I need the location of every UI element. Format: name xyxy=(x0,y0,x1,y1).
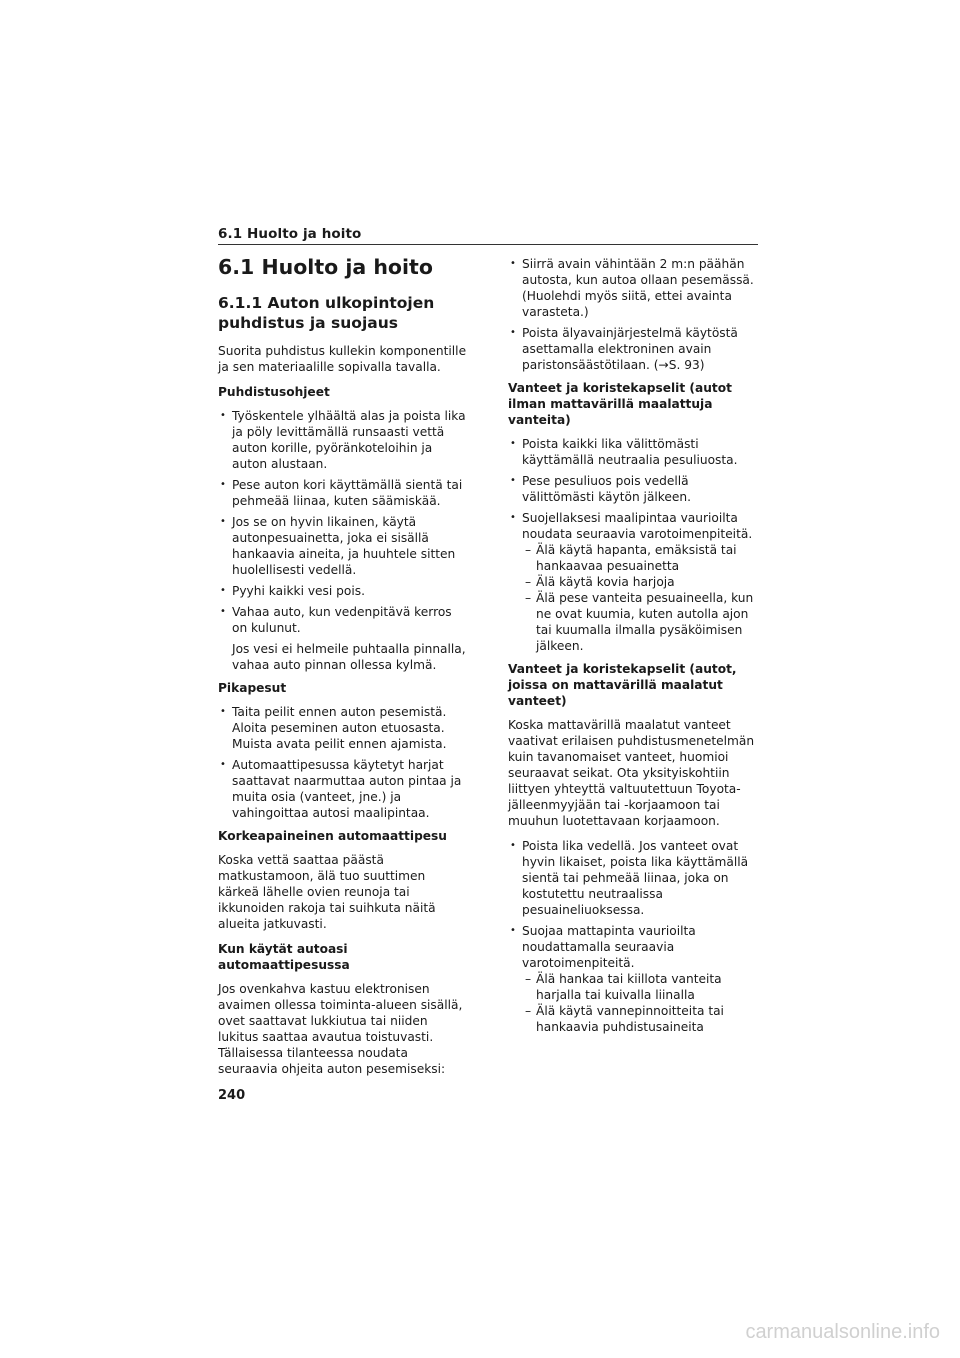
dash-item: – Älä käytä vannepinnoitteita tai hankaavia puhdistusaineita xyxy=(522,1003,760,1035)
list-item: • Työskentele ylhäältä alas ja poista lika ja pöly levittämällä runsaasti vettä auton korille, pyöränkoteloihin ja auton alustaan. xyxy=(218,408,468,472)
dash-list xyxy=(522,971,760,1035)
list-item-text: Suojellaksesi maalipintaa vaurioilta noudata seuraavia varotoimenpiteitä. xyxy=(522,511,753,541)
wheels-matte-list xyxy=(508,838,760,1035)
cleaning-list xyxy=(218,408,468,673)
dash-item: – Älä käytä hapanta, emäksistä tai hankaavaa pesuainetta xyxy=(522,542,760,574)
list-item xyxy=(508,510,760,654)
header-rule xyxy=(218,244,758,245)
chapter-title: 6.1 Huolto ja hoito xyxy=(218,255,433,279)
list-item: • Pese auton kori käyttämällä sientä tai pehmeää liinaa, kuten säämiskää. xyxy=(218,477,468,509)
running-header: 6.1 Huolto ja hoito xyxy=(218,226,362,242)
watermark: carmanualsonline.info xyxy=(745,1321,940,1343)
dash-item: – Älä hankaa tai kiillota vanteita harjalla tai kuivalla liinalla xyxy=(522,971,760,1003)
list-item: • Jos se on hyvin likainen, käytä autonpesuainetta, joka ei sisällä hankaavia aineita, ja huuhtele sitten huolellisesti vedellä. xyxy=(218,514,468,578)
list-item-text: Suojaa mattapinta vaurioilta noudattamalla seuraavia varotoimenpiteitä. xyxy=(522,924,696,970)
quick-wash-list xyxy=(218,704,468,821)
dash-list xyxy=(522,542,760,654)
key-list xyxy=(508,256,760,373)
dash-item: – Älä käytä kovia harjoja xyxy=(522,574,760,590)
list-item: • Automaattipesussa käytetyt harjat saattavat naarmuttaa auton pintaa ja muita osia (vanteet, jne.) ja vahingoittaa autosi maalipintaa. xyxy=(218,757,468,821)
list-item xyxy=(218,604,468,673)
list-item: • Pyyhi kaikki vesi pois. xyxy=(218,583,468,599)
subheading-cleaning: Puhdistusohjeet xyxy=(218,385,330,399)
list-item: • Poista lika vedellä. Jos vanteet ovat hyvin likaiset, poista lika käyttämällä sientä tai pehmeää liinaa, joka on kostutettu neutraalissa pesuaineliuoksessa. xyxy=(508,838,760,918)
list-item: • Siirrä avain vähintään 2 m:n päähän autosta, kun autoa ollaan pesemässä. (Huolehdi myös siitä, ettei avainta varasteta.) xyxy=(508,256,760,320)
section-title: 6.1.1 Auton ulkopintojen puhdistus ja suojaus xyxy=(218,294,435,332)
subheading-high-pressure: Korkeapaineinen automaattipesu xyxy=(218,829,447,843)
list-item xyxy=(508,923,760,1035)
high-pressure-text: Koska vettä saattaa päästä matkustamoon, älä tuo suuttimen kärkeä lähelle ovien reunoja tai ikkunoiden rakoja tai suihkuta näitä alueita jatkuvasti. xyxy=(218,853,436,931)
list-item: • Pese pesuliuos pois vedellä välittömästi käytön jälkeen. xyxy=(508,473,760,505)
wheels-matte-text: Koska mattavärillä maalatut vanteet vaativat erilaisen puhdistusmenetelmän kuin tavanomaiset vanteet, huomioi seuraavat seikat. Ota yksityiskohtiin liittyen yhteyttä valtuutettuun Toyota-jälleenmyyjään tai -korjaamoon tai muuhun luotettavaan korjaamoon. xyxy=(508,718,755,828)
intro-text: Suorita puhdistus kullekin komponentille ja sen materiaalille sopivalla tavalla. xyxy=(218,344,467,374)
automatic-wash-text: Jos ovenkahva kastuu elektronisen avaimen ollessa toiminta-alueen sisällä, ovet saattavat lukkiutua tai niiden lukitus saattaa avautua toistuvasti. Tällaisessa tilanteessa noudata seuraavia ohjeita auton pesemiseksi: xyxy=(218,982,463,1076)
subheading-wheels-standard: Vanteet ja koristekapselit (autot ilman mattavärillä maalattuja vanteita) xyxy=(508,381,732,427)
list-item: • Poista kaikki lika välittömästi käyttämällä neutraalia pesuliuosta. xyxy=(508,436,760,468)
dash-item: – Älä pese vanteita pesuaineella, kun ne ovat kuumia, kuten autolla ajon tai kuumalla ilmalla pysäköimisen jälkeen. xyxy=(522,590,760,654)
right-column xyxy=(508,256,760,1042)
list-item: • Poista älyavainjärjestelmä käytöstä asettamalla elektroninen avain paristonsäästötilaan. (→S. 93) xyxy=(508,325,760,373)
list-item-continuation: Jos vesi ei helmeile puhtaalla pinnalla, vahaa auto pinnan ollessa kylmä. xyxy=(232,642,466,672)
list-item-text: Vahaa auto, kun vedenpitävä kerros on kulunut. xyxy=(232,605,452,635)
subheading-wheels-matte: Vanteet ja koristekapselit (autot, joissa on mattavärillä maalatut vanteet) xyxy=(508,662,737,708)
left-column xyxy=(218,254,468,1086)
wheels-standard-list xyxy=(508,436,760,654)
page-number: 240 xyxy=(218,1088,246,1103)
subheading-automatic-wash: Kun käytät autoasi automaattipesussa xyxy=(218,942,350,972)
subheading-quick-wash: Pikapesut xyxy=(218,681,287,695)
list-item: • Taita peilit ennen auton pesemistä. Aloita peseminen auton etuosasta. Muista avata peilit ennen ajamista. xyxy=(218,704,468,752)
